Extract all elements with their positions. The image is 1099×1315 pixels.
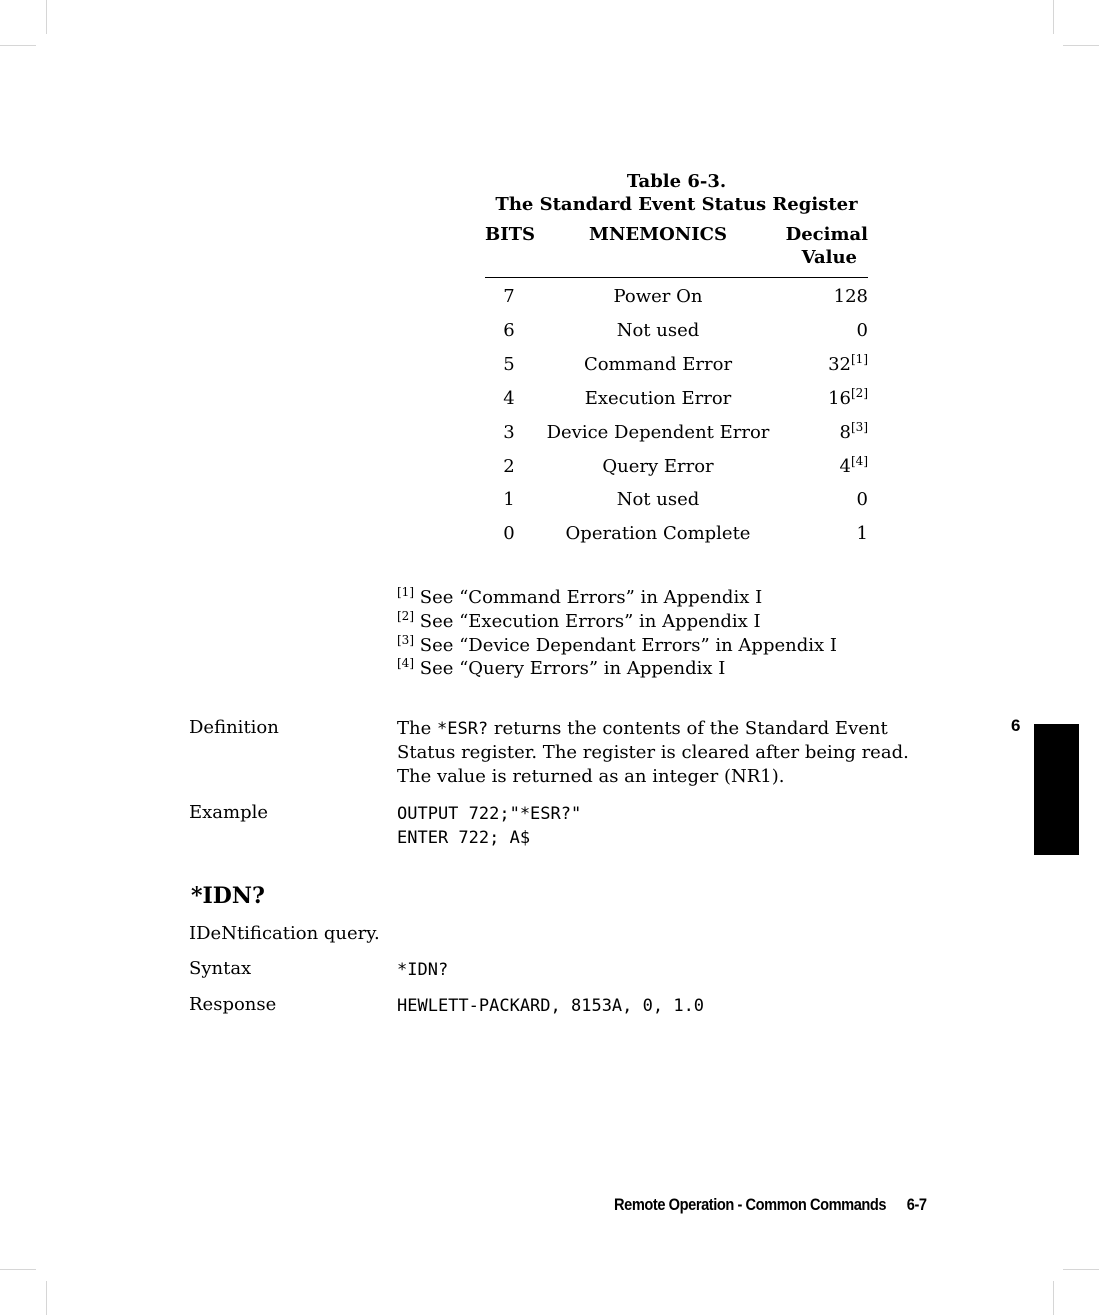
table-header-rule [485, 277, 868, 278]
decimal-value: 0 [856, 489, 868, 510]
definition-label: Definition [189, 717, 279, 738]
syntax-value: *IDN? [397, 960, 449, 980]
table-row [485, 489, 868, 519]
section-description: IDeNtification query. [189, 923, 380, 944]
bit-cell: 3 [503, 422, 515, 443]
definition-line: Status register. The register is cleared after being read. [397, 742, 909, 763]
column-header-value: Value [801, 247, 857, 268]
definition-text [397, 717, 909, 789]
footnote-mark: [3] [397, 633, 414, 647]
table-row [485, 523, 868, 553]
footnote-ref: [3] [851, 420, 868, 434]
footnote-text: See “Command Errors” in Appendix I [419, 587, 763, 608]
decimal-value-cell [840, 456, 868, 477]
decimal-value: 8 [839, 422, 851, 443]
mnemonic-cell: Command Error [583, 354, 733, 375]
column-header-decimal: Decimal [785, 224, 868, 245]
mnemonic-cell: Execution Error [584, 388, 732, 409]
table-row [485, 422, 868, 452]
table-row [485, 320, 868, 350]
footnote-ref: [2] [851, 386, 868, 400]
footnote-mark: [1] [397, 585, 414, 599]
crop-mark [0, 1269, 36, 1270]
decimal-value: 16 [828, 388, 851, 409]
table-row [485, 286, 868, 316]
decimal-value-cell [828, 354, 868, 375]
table-row [485, 456, 868, 486]
crop-mark [1053, 1281, 1054, 1315]
code-line: ENTER 722; A$ [397, 828, 531, 848]
bit-cell: 5 [503, 354, 515, 375]
chapter-tab-number: 6 [1011, 716, 1021, 735]
footnote-mark: [4] [397, 656, 414, 670]
bit-cell: 4 [503, 388, 515, 409]
footnote-text: See “Device Dependant Errors” in Appendix I [419, 635, 837, 656]
crop-mark [1063, 45, 1099, 46]
footnote-ref: [1] [851, 352, 868, 366]
example-label: Example [189, 802, 269, 823]
mnemonic-cell: Device Dependent Error [546, 422, 770, 443]
column-header-bits: BITS [485, 224, 536, 245]
footnote-text: See “Query Errors” in Appendix I [419, 658, 726, 679]
decimal-value: 0 [856, 320, 868, 341]
decimal-value-cell [828, 388, 868, 409]
footnote-text: See “Execution Errors” in Appendix I [419, 611, 761, 632]
mnemonic-cell: Not used [616, 320, 700, 341]
table-caption-number: Table 6-3. [626, 171, 727, 192]
column-header-mnemonics: MNEMONICS [589, 224, 727, 245]
decimal-value-cell [834, 286, 868, 307]
decimal-value: 4 [839, 456, 851, 477]
footnote-mark: [2] [397, 609, 414, 623]
bit-cell: 2 [503, 456, 515, 477]
section-heading: *IDN? [191, 883, 265, 909]
definition-text-part: returns the contents of the Standard Event [488, 718, 888, 739]
footnote-ref: [4] [851, 454, 868, 468]
decimal-value-cell [857, 320, 868, 341]
mnemonic-cell: Query Error [602, 456, 714, 477]
code-line: OUTPUT 722;"*ESR?" [397, 804, 582, 824]
crop-mark [1053, 0, 1054, 34]
mnemonic-cell: Operation Complete [565, 523, 751, 544]
footnote [397, 658, 725, 679]
response-label: Response [189, 994, 277, 1015]
page-footer [614, 1195, 927, 1215]
response-value: HEWLETT-PACKARD, 8153A, 0, 1.0 [397, 996, 705, 1016]
inline-code: *ESR? [436, 719, 489, 739]
mnemonic-cell: Power On [613, 286, 703, 307]
decimal-value: 1 [856, 523, 868, 544]
definition-line: The value is returned as an integer (NR1). [397, 766, 785, 787]
table-caption-title: The Standard Event Status Register [495, 194, 858, 215]
footnote [397, 587, 762, 608]
crop-mark [46, 1281, 47, 1315]
decimal-value-cell [857, 523, 868, 544]
bit-cell: 1 [503, 489, 515, 510]
decimal-value-cell [857, 489, 868, 510]
crop-mark [0, 45, 36, 46]
bit-cell: 6 [503, 320, 515, 341]
decimal-value: 32 [828, 354, 851, 375]
footnote [397, 635, 837, 656]
table-row [485, 388, 868, 418]
decimal-value: 128 [833, 286, 868, 307]
bit-cell: 0 [503, 523, 515, 544]
mnemonic-cell: Not used [616, 489, 700, 510]
bit-cell: 7 [503, 286, 515, 307]
page-number: 6-7 [906, 1195, 927, 1214]
chapter-tab-marker [1034, 724, 1079, 855]
syntax-label: Syntax [189, 958, 252, 979]
definition-text-part: The [397, 718, 437, 739]
table-row [485, 354, 868, 384]
definition-line [397, 717, 909, 741]
crop-mark [46, 0, 47, 34]
decimal-value-cell [840, 422, 868, 443]
footnote [397, 611, 761, 632]
footer-section: Remote Operation - Common Commands [614, 1195, 887, 1214]
crop-mark [1063, 1269, 1099, 1270]
example-code [397, 802, 581, 850]
